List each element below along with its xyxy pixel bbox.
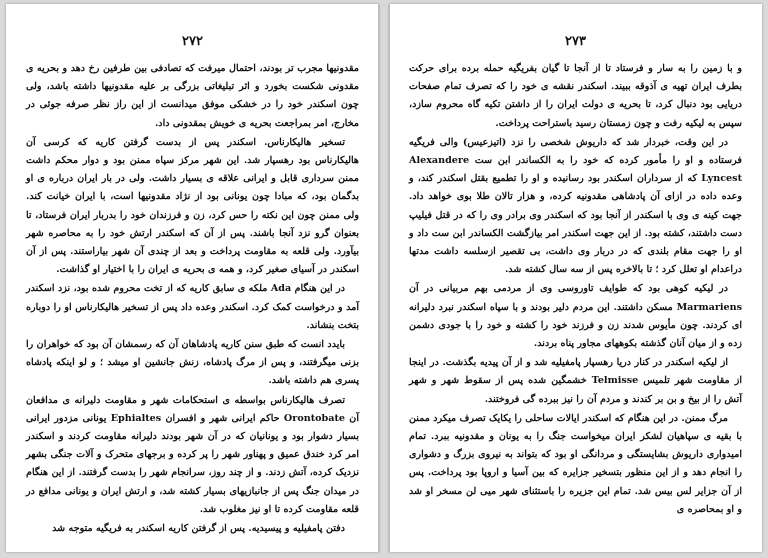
book-spread: [6, 4, 762, 552]
paragraph: در این هنگام Ada ملکه ی سابق کاریه که از تخت محروم شده بود، نزد اسکندر آمد و درخواست کمک کرد. اسکندر وعده داد پس از تسخیر هالیکارناس او را دوباره بتخت بنشاند.: [26, 283, 359, 331]
paragraph: در این وقت، خبردار شد که داریوش شخصی را نزد (اتیزعیس) والی فریگیه فرستاده و او را مأمور کرده که خود را به الکساندر ابن ست Alexandere Lyncest که از سرداران اسکندر بود رسانیده و او را تطمیع بقتل اسکندر کند، و وعده داده در ازای آن پادشاهی مقدونیه کرده، و هزار تالان طلا بوی خواهد داد. جهت کینه ی وی با اسکندر از آنجا بود که اسکندر وی برادر وی را که در قتل فیلیپ دست داشتند، کشته بود. از این جهت اسکندر امر بیازگشت الکساندر ابن ست داد و او را جهت مقام بلندی که در دربار وی داشت، بی تقصیر ازسلسه داشت مدتها دراعدام او تعلل کرد ؛ تا بالاخره پس از سه سال کشته شد.: [409, 136, 742, 276]
paragraph: از لیکیه اسکندر در کنار دریا رهسپار پامفیلیه شد و از آن پیدیه بگذشت. در اینجا از مقاومت شهر تلمیس Telmisse خشمگین شده پس از سقوط شهر و شهر آتش را از بیخ و بن بر کندند و مردم آن را نیز ببرده گی فروختند.: [409, 357, 742, 405]
page-number-left: ۲۷۲: [182, 34, 203, 49]
page-edge: [378, 4, 379, 552]
right-page-body: [409, 60, 742, 520]
paragraph: مرگ ممنن. در این هنگام که اسکندر ایالات ساحلی را یکایک تصرف میکرد ممنن با بقیه ی سپاهیان لشکر ایران میخواست جنگ را به یونان و مقدونیه ببرد. تمام امیدواری داریوش بشایستگی و مردانگی او بود که بتواند به نیروی بزرگ و دشواری را انجام دهد و از این منظور بتسخیر جزایره که بین آسیا و اروپا بود پرداخت. پس از آن جزایر لس بیس شد. تمام این جزیره را باستثنای شهر میی لن مسخر او شد و او بمحاصره ی: [409, 412, 742, 515]
paragraph: دفتن پامفیلیه و پیسیدیه. پس از گرفتن کاریه اسکندر به فریگیه متوجه شد: [52, 523, 345, 535]
page-edge: [389, 4, 390, 552]
paragraph: تسخیر هالیکارناس. اسکندر پس از بدست گرفتن کاریه که کرسی آن هالیکارناس بود رهسپار شد. این شهر مرکز سپاه ممنن بود و دوار محکم داشت ممنن سرداری قابل و ایرانی علاقه ی بسیار داشت. ولی در بار ایران درباره ی او بدگمان بود، که مبادا چون یونانی بود از نژاد مقدونیها است، با ایران خیانت کند. ولی ممنن چون این نکته را حس کرد، زن و فرزندان خود را بدربار ایران فرستاد، تا بعنوان گرو نزد آنجا باشند. پس از آن که اسکندر ارتش خود را به محاصره شهر بیآورد. ولی قلعه به مقاومت پرداخت و بعد از چندی آن شهر بیاراستند. پس از آن اسکندر در آسیای صغیر کرد، و همه ی بحریه ی ایران را با اختیار او گذاشت.: [26, 136, 359, 276]
paragraph: و با زمین را به سار و فرستاد تا از آنجا تا گیان بفریگیه حمله برده برای حرکت بطرف ایران تهیه ی آذوقه ببیند. اسکندر نقشه ی خود را که تصرف تمام صفحات دریایی بود دنبال کرد، تا بحریه ی دولت ایران را از داشتن تکیه گاه محروم سازد، سپس به لیکیه رفت و چون زمستان رسید باستراحت پرداخت.: [409, 63, 742, 129]
paragraph: بایدد انست که طبق سنن کاریه پادشاهان آن که رسمشان آن بود که خواهران را بزنی میگرفتند، و پس از مرگ پادشاه، زنش جانشین او میشد ؛ و لو اینکه پادشاه پسری هم داشته باشد.: [26, 339, 359, 387]
paragraph: تصرف هالیکارناس بواسطه ی استحکامات شهر و مقاومت دلیرانه ی مدافعان آن Orontobate حاکم ایرانی شهر و افسران Ephialtes یونانی مزدور ایرانی بسیار دشوار بود و یونانیان که در آن شهر بودند دلیرانه مقاومت کردند و اسکندر امر کرد خندق عمیق و پهناور شهر را پر کرده و برجهای متحرک و آلات جنگی بشهر نزدیک کرده، آتش زدند. و از چند روز، سرانجام شهر را بدست گرفتند. از این هنگام در میدان جنگ پس از جانبازیهای بسیار کشته شد، و ارتش ایران و یونانی مدافع در قلعه مقاومت کرده تا او نیز مغلوب شد.: [26, 394, 359, 515]
left-page-body: [26, 60, 359, 539]
left-page: [6, 4, 379, 552]
paragraph: مقدونیها مجرب تر بودند، احتمال میرفت که تصادفی بین طرفین رخ دهد و بحریه ی مقدونی شکست بخورد و اثر تبلیغاتی بزرگی بر علیه مقدونیها داشته باشد، ولی چون اسکندر خود را در خشکی موفق میدانست از این راز نظر صرفه جوئی در مخارج، امر بمراجعت بحریه ی خویش بمقدونی داد.: [26, 63, 359, 129]
page-number-right: ۲۷۳: [565, 34, 586, 49]
paragraph: در لیکیه کوهی بود که طوایف تاوروسی وی از مردمی بهم مربیانی در آن Marmariens مسکن داشتند. این مردم دلیر بودند و با سپاه اسکندر نبرد دلیرانه ای کردند. چون مأیوس شدند زن و فرزند خود را کشته و خود را با جودی دشمن زده و از میان آنان گذشته بکوههای مجاور پناه بردند.: [409, 283, 742, 350]
right-page: [389, 4, 762, 552]
